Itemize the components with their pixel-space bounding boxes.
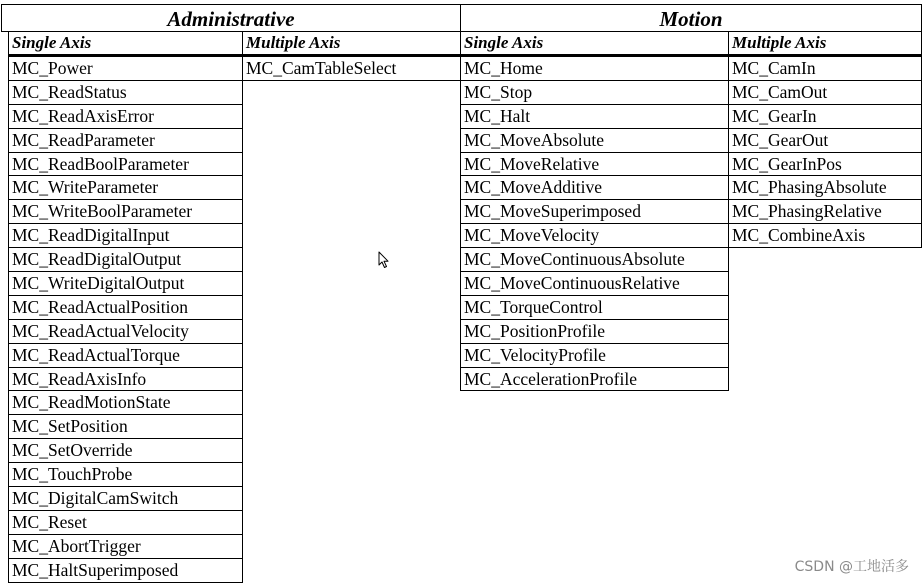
list-item: MC_GearIn: [728, 105, 922, 129]
list-item: MC_ReadActualTorque: [8, 344, 243, 368]
subheader-motion-single-axis: Single Axis: [460, 32, 729, 55]
list-item: MC_Reset: [8, 511, 243, 535]
admin-single-axis-column: [8, 57, 243, 583]
list-item: MC_VelocityProfile: [460, 344, 729, 368]
list-item: MC_WriteParameter: [8, 176, 243, 200]
list-item: MC_ReadAxisError: [8, 105, 243, 129]
header-motion: Motion: [460, 4, 922, 32]
list-item: MC_ReadDigitalInput: [8, 224, 243, 248]
mouse-pointer-icon: [378, 251, 390, 269]
admin-multiple-axis-column: [242, 57, 461, 81]
list-item: MC_ReadAxisInfo: [8, 368, 243, 392]
motion-multiple-axis-column: [728, 57, 922, 248]
list-item: MC_ReadStatus: [8, 81, 243, 105]
list-item: MC_ReadActualVelocity: [8, 320, 243, 344]
list-item: MC_PhasingRelative: [728, 200, 922, 224]
subheader-admin-multiple-axis: Multiple Axis: [242, 32, 461, 55]
list-item: MC_MoveContinuousAbsolute: [460, 248, 729, 272]
list-item: MC_HaltSuperimposed: [8, 559, 243, 583]
list-item: MC_MoveRelative: [460, 153, 729, 177]
list-item: MC_GearInPos: [728, 153, 922, 177]
subheader-admin-single-axis: Single Axis: [8, 32, 243, 55]
list-item: MC_CamTableSelect: [242, 57, 461, 81]
list-item: MC_Stop: [460, 81, 729, 105]
subheader-motion-multiple-axis: Multiple Axis: [728, 32, 922, 55]
list-item: MC_SetOverride: [8, 439, 243, 463]
list-item: MC_MoveSuperimposed: [460, 200, 729, 224]
list-item: MC_SetPosition: [8, 415, 243, 439]
list-item: MC_MoveAbsolute: [460, 129, 729, 153]
header-administrative: Administrative: [1, 4, 461, 32]
list-item: MC_PhasingAbsolute: [728, 176, 922, 200]
list-item: MC_AbortTrigger: [8, 535, 243, 559]
list-item: MC_MoveVelocity: [460, 224, 729, 248]
list-item: MC_CamIn: [728, 57, 922, 81]
list-item: MC_AccelerationProfile: [460, 368, 729, 392]
list-item: MC_ReadDigitalOutput: [8, 248, 243, 272]
list-item: MC_WriteDigitalOutput: [8, 272, 243, 296]
list-item: MC_Power: [8, 57, 243, 81]
list-item: MC_ReadActualPosition: [8, 296, 243, 320]
list-item: MC_Home: [460, 57, 729, 81]
motion-single-axis-column: [460, 57, 729, 391]
list-item: MC_PositionProfile: [460, 320, 729, 344]
list-item: MC_ReadParameter: [8, 129, 243, 153]
list-item: MC_MoveAdditive: [460, 176, 729, 200]
list-item: MC_TorqueControl: [460, 296, 729, 320]
list-item: MC_DigitalCamSwitch: [8, 487, 243, 511]
list-item: MC_MoveContinuousRelative: [460, 272, 729, 296]
list-item: MC_GearOut: [728, 129, 922, 153]
list-item: MC_Halt: [460, 105, 729, 129]
list-item: MC_CombineAxis: [728, 224, 922, 248]
list-item: MC_CamOut: [728, 81, 922, 105]
list-item: MC_TouchProbe: [8, 463, 243, 487]
csdn-watermark: CSDN @工地活多: [794, 559, 909, 575]
list-item: MC_WriteBoolParameter: [8, 200, 243, 224]
list-item: MC_ReadBoolParameter: [8, 153, 243, 177]
list-item: MC_ReadMotionState: [8, 391, 243, 415]
